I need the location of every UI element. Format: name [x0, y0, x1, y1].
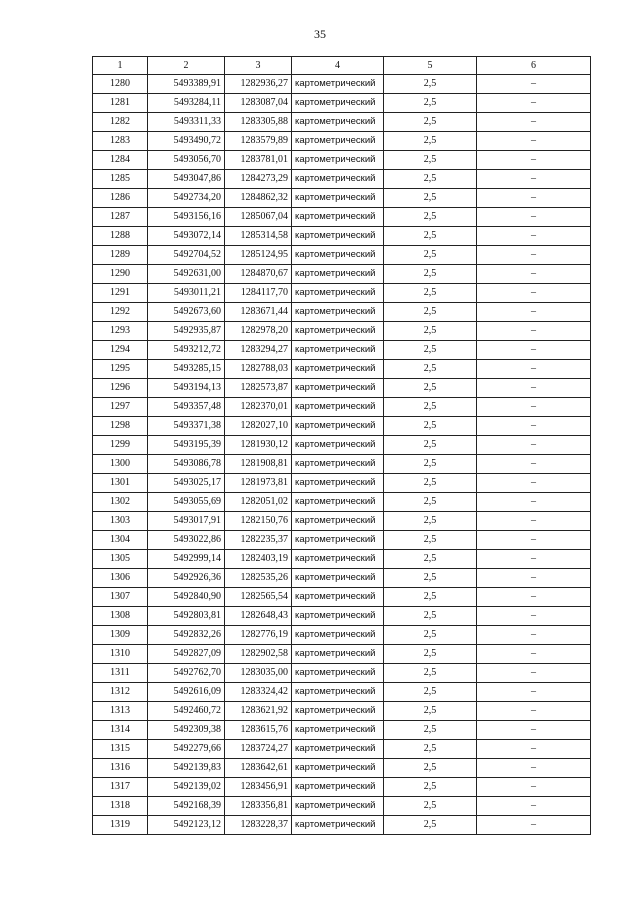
y-coordinate-cell: 1283356,81: [225, 797, 292, 816]
x-coordinate-cell: 5493490,72: [148, 132, 225, 151]
table-row: [93, 512, 591, 531]
accuracy-cell: 2,5: [384, 645, 477, 664]
method-cell: картометрический: [292, 455, 384, 474]
x-coordinate-cell: 5493072,14: [148, 227, 225, 246]
point-number-cell: 1289: [93, 246, 148, 265]
x-coordinate-cell: 5493311,33: [148, 113, 225, 132]
table-row: [93, 797, 591, 816]
note-cell: –: [477, 721, 591, 740]
table-row: [93, 683, 591, 702]
y-coordinate-cell: 1285124,95: [225, 246, 292, 265]
table-row: [93, 493, 591, 512]
accuracy-cell: 2,5: [384, 322, 477, 341]
method-cell: картометрический: [292, 132, 384, 151]
method-cell: картометрический: [292, 702, 384, 721]
note-cell: –: [477, 797, 591, 816]
accuracy-cell: 2,5: [384, 284, 477, 303]
note-cell: –: [477, 246, 591, 265]
y-coordinate-cell: 1282978,20: [225, 322, 292, 341]
method-cell: картометрический: [292, 208, 384, 227]
table-row: [93, 778, 591, 797]
accuracy-cell: 2,5: [384, 569, 477, 588]
method-cell: картометрический: [292, 683, 384, 702]
point-number-cell: 1317: [93, 778, 148, 797]
x-coordinate-cell: 5492168,39: [148, 797, 225, 816]
x-coordinate-cell: 5493055,69: [148, 493, 225, 512]
method-cell: картометрический: [292, 816, 384, 835]
method-cell: картометрический: [292, 569, 384, 588]
method-cell: картометрический: [292, 474, 384, 493]
point-number-cell: 1304: [93, 531, 148, 550]
note-cell: –: [477, 702, 591, 721]
table-row: [93, 303, 591, 322]
accuracy-cell: 2,5: [384, 246, 477, 265]
note-cell: –: [477, 417, 591, 436]
table-row: [93, 645, 591, 664]
y-coordinate-cell: 1282902,58: [225, 645, 292, 664]
point-number-cell: 1311: [93, 664, 148, 683]
table-row: [93, 170, 591, 189]
y-coordinate-cell: 1284870,67: [225, 265, 292, 284]
note-cell: –: [477, 360, 591, 379]
note-cell: –: [477, 512, 591, 531]
note-cell: –: [477, 132, 591, 151]
note-cell: –: [477, 759, 591, 778]
point-number-cell: 1307: [93, 588, 148, 607]
point-number-cell: 1301: [93, 474, 148, 493]
point-number-cell: 1290: [93, 265, 148, 284]
x-coordinate-cell: 5493284,11: [148, 94, 225, 113]
accuracy-cell: 2,5: [384, 683, 477, 702]
table-row: [93, 94, 591, 113]
accuracy-cell: 2,5: [384, 474, 477, 493]
y-coordinate-cell: 1282535,26: [225, 569, 292, 588]
table-row: [93, 588, 591, 607]
x-coordinate-cell: 5492803,81: [148, 607, 225, 626]
table-row: [93, 436, 591, 455]
y-coordinate-cell: 1285067,04: [225, 208, 292, 227]
table-row: [93, 284, 591, 303]
note-cell: –: [477, 151, 591, 170]
accuracy-cell: 2,5: [384, 151, 477, 170]
point-number-cell: 1308: [93, 607, 148, 626]
note-cell: –: [477, 550, 591, 569]
table-row: [93, 740, 591, 759]
x-coordinate-cell: 5492999,14: [148, 550, 225, 569]
point-number-cell: 1316: [93, 759, 148, 778]
method-cell: картометрический: [292, 512, 384, 531]
x-coordinate-cell: 5492123,12: [148, 816, 225, 835]
accuracy-cell: 2,5: [384, 303, 477, 322]
y-coordinate-cell: 1283724,27: [225, 740, 292, 759]
table-row: [93, 113, 591, 132]
y-coordinate-cell: 1283671,44: [225, 303, 292, 322]
y-coordinate-cell: 1282150,76: [225, 512, 292, 531]
note-cell: –: [477, 379, 591, 398]
x-coordinate-cell: 5492832,26: [148, 626, 225, 645]
method-cell: картометрический: [292, 417, 384, 436]
y-coordinate-cell: 1282403,19: [225, 550, 292, 569]
note-cell: –: [477, 607, 591, 626]
x-coordinate-cell: 5492673,60: [148, 303, 225, 322]
x-coordinate-cell: 5492616,09: [148, 683, 225, 702]
note-cell: –: [477, 455, 591, 474]
y-coordinate-cell: 1282788,03: [225, 360, 292, 379]
point-number-cell: 1291: [93, 284, 148, 303]
point-number-cell: 1305: [93, 550, 148, 569]
method-cell: картометрический: [292, 360, 384, 379]
note-cell: –: [477, 645, 591, 664]
accuracy-cell: 2,5: [384, 550, 477, 569]
point-number-cell: 1297: [93, 398, 148, 417]
accuracy-cell: 2,5: [384, 132, 477, 151]
point-number-cell: 1302: [93, 493, 148, 512]
table-row: [93, 759, 591, 778]
point-number-cell: 1313: [93, 702, 148, 721]
y-coordinate-cell: 1283294,27: [225, 341, 292, 360]
column-header: 5: [384, 57, 477, 75]
y-coordinate-cell: 1281908,81: [225, 455, 292, 474]
table-row: [93, 360, 591, 379]
table-row: [93, 455, 591, 474]
note-cell: –: [477, 398, 591, 417]
table-row: [93, 341, 591, 360]
method-cell: картометрический: [292, 721, 384, 740]
point-number-cell: 1288: [93, 227, 148, 246]
y-coordinate-cell: 1282648,43: [225, 607, 292, 626]
note-cell: –: [477, 531, 591, 550]
table-row: [93, 816, 591, 835]
point-number-cell: 1293: [93, 322, 148, 341]
accuracy-cell: 2,5: [384, 816, 477, 835]
accuracy-cell: 2,5: [384, 778, 477, 797]
y-coordinate-cell: 1283456,91: [225, 778, 292, 797]
x-coordinate-cell: 5492704,52: [148, 246, 225, 265]
note-cell: –: [477, 227, 591, 246]
note-cell: –: [477, 322, 591, 341]
method-cell: картометрический: [292, 151, 384, 170]
y-coordinate-cell: 1282565,54: [225, 588, 292, 607]
y-coordinate-cell: 1283305,88: [225, 113, 292, 132]
table-row: [93, 398, 591, 417]
accuracy-cell: 2,5: [384, 189, 477, 208]
x-coordinate-cell: 5493047,86: [148, 170, 225, 189]
accuracy-cell: 2,5: [384, 588, 477, 607]
accuracy-cell: 2,5: [384, 265, 477, 284]
table-row: [93, 531, 591, 550]
y-coordinate-cell: 1283324,42: [225, 683, 292, 702]
method-cell: картометрический: [292, 341, 384, 360]
accuracy-cell: 2,5: [384, 512, 477, 531]
x-coordinate-cell: 5493011,21: [148, 284, 225, 303]
accuracy-cell: 2,5: [384, 531, 477, 550]
accuracy-cell: 2,5: [384, 227, 477, 246]
x-coordinate-cell: 5493357,48: [148, 398, 225, 417]
point-number-cell: 1306: [93, 569, 148, 588]
note-cell: –: [477, 341, 591, 360]
y-coordinate-cell: 1282235,37: [225, 531, 292, 550]
note-cell: –: [477, 778, 591, 797]
method-cell: картометрический: [292, 493, 384, 512]
accuracy-cell: 2,5: [384, 113, 477, 132]
method-cell: картометрический: [292, 759, 384, 778]
note-cell: –: [477, 740, 591, 759]
point-number-cell: 1303: [93, 512, 148, 531]
method-cell: картометрический: [292, 436, 384, 455]
accuracy-cell: 2,5: [384, 626, 477, 645]
table-header-row: [93, 57, 591, 75]
column-header: 2: [148, 57, 225, 75]
method-cell: картометрический: [292, 246, 384, 265]
method-cell: картометрический: [292, 227, 384, 246]
note-cell: –: [477, 170, 591, 189]
point-number-cell: 1319: [93, 816, 148, 835]
accuracy-cell: 2,5: [384, 341, 477, 360]
x-coordinate-cell: 5493022,86: [148, 531, 225, 550]
table-row: [93, 417, 591, 436]
table-row: [93, 75, 591, 94]
column-header: 3: [225, 57, 292, 75]
accuracy-cell: 2,5: [384, 75, 477, 94]
table-row: [93, 626, 591, 645]
point-number-cell: 1296: [93, 379, 148, 398]
y-coordinate-cell: 1281973,81: [225, 474, 292, 493]
table-row: [93, 227, 591, 246]
method-cell: картометрический: [292, 379, 384, 398]
x-coordinate-cell: 5492734,20: [148, 189, 225, 208]
table-row: [93, 322, 591, 341]
note-cell: –: [477, 474, 591, 493]
x-coordinate-cell: 5492309,38: [148, 721, 225, 740]
y-coordinate-cell: 1282936,27: [225, 75, 292, 94]
accuracy-cell: 2,5: [384, 797, 477, 816]
x-coordinate-cell: 5493194,13: [148, 379, 225, 398]
point-number-cell: 1281: [93, 94, 148, 113]
note-cell: –: [477, 664, 591, 683]
x-coordinate-cell: 5492840,90: [148, 588, 225, 607]
coordinates-table: [92, 56, 591, 835]
accuracy-cell: 2,5: [384, 379, 477, 398]
note-cell: –: [477, 588, 591, 607]
accuracy-cell: 2,5: [384, 664, 477, 683]
method-cell: картометрический: [292, 778, 384, 797]
point-number-cell: 1292: [93, 303, 148, 322]
y-coordinate-cell: 1282027,10: [225, 417, 292, 436]
note-cell: –: [477, 683, 591, 702]
note-cell: –: [477, 303, 591, 322]
point-number-cell: 1287: [93, 208, 148, 227]
point-number-cell: 1280: [93, 75, 148, 94]
x-coordinate-cell: 5493285,15: [148, 360, 225, 379]
y-coordinate-cell: 1281930,12: [225, 436, 292, 455]
note-cell: –: [477, 189, 591, 208]
x-coordinate-cell: 5493195,39: [148, 436, 225, 455]
note-cell: –: [477, 436, 591, 455]
point-number-cell: 1284: [93, 151, 148, 170]
method-cell: картометрический: [292, 284, 384, 303]
method-cell: картометрический: [292, 645, 384, 664]
y-coordinate-cell: 1283087,04: [225, 94, 292, 113]
note-cell: –: [477, 493, 591, 512]
x-coordinate-cell: 5492460,72: [148, 702, 225, 721]
y-coordinate-cell: 1284273,29: [225, 170, 292, 189]
y-coordinate-cell: 1282051,02: [225, 493, 292, 512]
y-coordinate-cell: 1282573,87: [225, 379, 292, 398]
point-number-cell: 1315: [93, 740, 148, 759]
x-coordinate-cell: 5493086,78: [148, 455, 225, 474]
x-coordinate-cell: 5493212,72: [148, 341, 225, 360]
point-number-cell: 1295: [93, 360, 148, 379]
table-row: [93, 474, 591, 493]
point-number-cell: 1309: [93, 626, 148, 645]
note-cell: –: [477, 265, 591, 284]
method-cell: картометрический: [292, 75, 384, 94]
accuracy-cell: 2,5: [384, 94, 477, 113]
note-cell: –: [477, 569, 591, 588]
x-coordinate-cell: 5493371,38: [148, 417, 225, 436]
table-row: [93, 132, 591, 151]
table-row: [93, 721, 591, 740]
x-coordinate-cell: 5492762,70: [148, 664, 225, 683]
method-cell: картометрический: [292, 607, 384, 626]
accuracy-cell: 2,5: [384, 493, 477, 512]
accuracy-cell: 2,5: [384, 417, 477, 436]
point-number-cell: 1282: [93, 113, 148, 132]
column-header: 1: [93, 57, 148, 75]
accuracy-cell: 2,5: [384, 607, 477, 626]
point-number-cell: 1294: [93, 341, 148, 360]
table-row: [93, 569, 591, 588]
x-coordinate-cell: 5492926,36: [148, 569, 225, 588]
page-number: 35: [314, 27, 326, 41]
point-number-cell: 1312: [93, 683, 148, 702]
method-cell: картометрический: [292, 322, 384, 341]
y-coordinate-cell: 1284117,70: [225, 284, 292, 303]
accuracy-cell: 2,5: [384, 759, 477, 778]
table-body: [93, 75, 591, 835]
y-coordinate-cell: 1283035,00: [225, 664, 292, 683]
method-cell: картометрический: [292, 303, 384, 322]
table-row: [93, 246, 591, 265]
accuracy-cell: 2,5: [384, 740, 477, 759]
method-cell: картометрический: [292, 797, 384, 816]
note-cell: –: [477, 75, 591, 94]
x-coordinate-cell: 5493017,91: [148, 512, 225, 531]
method-cell: картометрический: [292, 588, 384, 607]
accuracy-cell: 2,5: [384, 721, 477, 740]
x-coordinate-cell: 5493025,17: [148, 474, 225, 493]
method-cell: картометрический: [292, 265, 384, 284]
method-cell: картометрический: [292, 740, 384, 759]
method-cell: картометрический: [292, 398, 384, 417]
accuracy-cell: 2,5: [384, 702, 477, 721]
x-coordinate-cell: 5492631,00: [148, 265, 225, 284]
method-cell: картометрический: [292, 550, 384, 569]
x-coordinate-cell: 5493056,70: [148, 151, 225, 170]
note-cell: –: [477, 208, 591, 227]
x-coordinate-cell: 5492279,66: [148, 740, 225, 759]
method-cell: картометрический: [292, 189, 384, 208]
y-coordinate-cell: 1283621,92: [225, 702, 292, 721]
x-coordinate-cell: 5492139,83: [148, 759, 225, 778]
y-coordinate-cell: 1283615,76: [225, 721, 292, 740]
y-coordinate-cell: 1285314,58: [225, 227, 292, 246]
table-row: [93, 550, 591, 569]
method-cell: картометрический: [292, 94, 384, 113]
method-cell: картометрический: [292, 626, 384, 645]
y-coordinate-cell: 1282776,19: [225, 626, 292, 645]
y-coordinate-cell: 1283228,37: [225, 816, 292, 835]
point-number-cell: 1310: [93, 645, 148, 664]
point-number-cell: 1283: [93, 132, 148, 151]
note-cell: –: [477, 816, 591, 835]
y-coordinate-cell: 1283579,89: [225, 132, 292, 151]
point-number-cell: 1314: [93, 721, 148, 740]
method-cell: картометрический: [292, 531, 384, 550]
note-cell: –: [477, 113, 591, 132]
note-cell: –: [477, 626, 591, 645]
point-number-cell: 1300: [93, 455, 148, 474]
table-row: [93, 151, 591, 170]
table-row: [93, 189, 591, 208]
point-number-cell: 1298: [93, 417, 148, 436]
method-cell: картометрический: [292, 664, 384, 683]
x-coordinate-cell: 5493156,16: [148, 208, 225, 227]
column-header: 4: [292, 57, 384, 75]
table-row: [93, 379, 591, 398]
method-cell: картометрический: [292, 113, 384, 132]
accuracy-cell: 2,5: [384, 436, 477, 455]
x-coordinate-cell: 5493389,91: [148, 75, 225, 94]
x-coordinate-cell: 5492827,09: [148, 645, 225, 664]
accuracy-cell: 2,5: [384, 208, 477, 227]
point-number-cell: 1318: [93, 797, 148, 816]
note-cell: –: [477, 94, 591, 113]
y-coordinate-cell: 1283781,01: [225, 151, 292, 170]
table-row: [93, 607, 591, 626]
point-number-cell: 1286: [93, 189, 148, 208]
y-coordinate-cell: 1282370,01: [225, 398, 292, 417]
table-row: [93, 664, 591, 683]
y-coordinate-cell: 1284862,32: [225, 189, 292, 208]
note-cell: –: [477, 284, 591, 303]
y-coordinate-cell: 1283642,61: [225, 759, 292, 778]
accuracy-cell: 2,5: [384, 398, 477, 417]
accuracy-cell: 2,5: [384, 360, 477, 379]
table-row: [93, 208, 591, 227]
x-coordinate-cell: 5492935,87: [148, 322, 225, 341]
point-number-cell: 1285: [93, 170, 148, 189]
accuracy-cell: 2,5: [384, 170, 477, 189]
method-cell: картометрический: [292, 170, 384, 189]
column-header: 6: [477, 57, 591, 75]
x-coordinate-cell: 5492139,02: [148, 778, 225, 797]
accuracy-cell: 2,5: [384, 455, 477, 474]
table-row: [93, 702, 591, 721]
point-number-cell: 1299: [93, 436, 148, 455]
table-row: [93, 265, 591, 284]
